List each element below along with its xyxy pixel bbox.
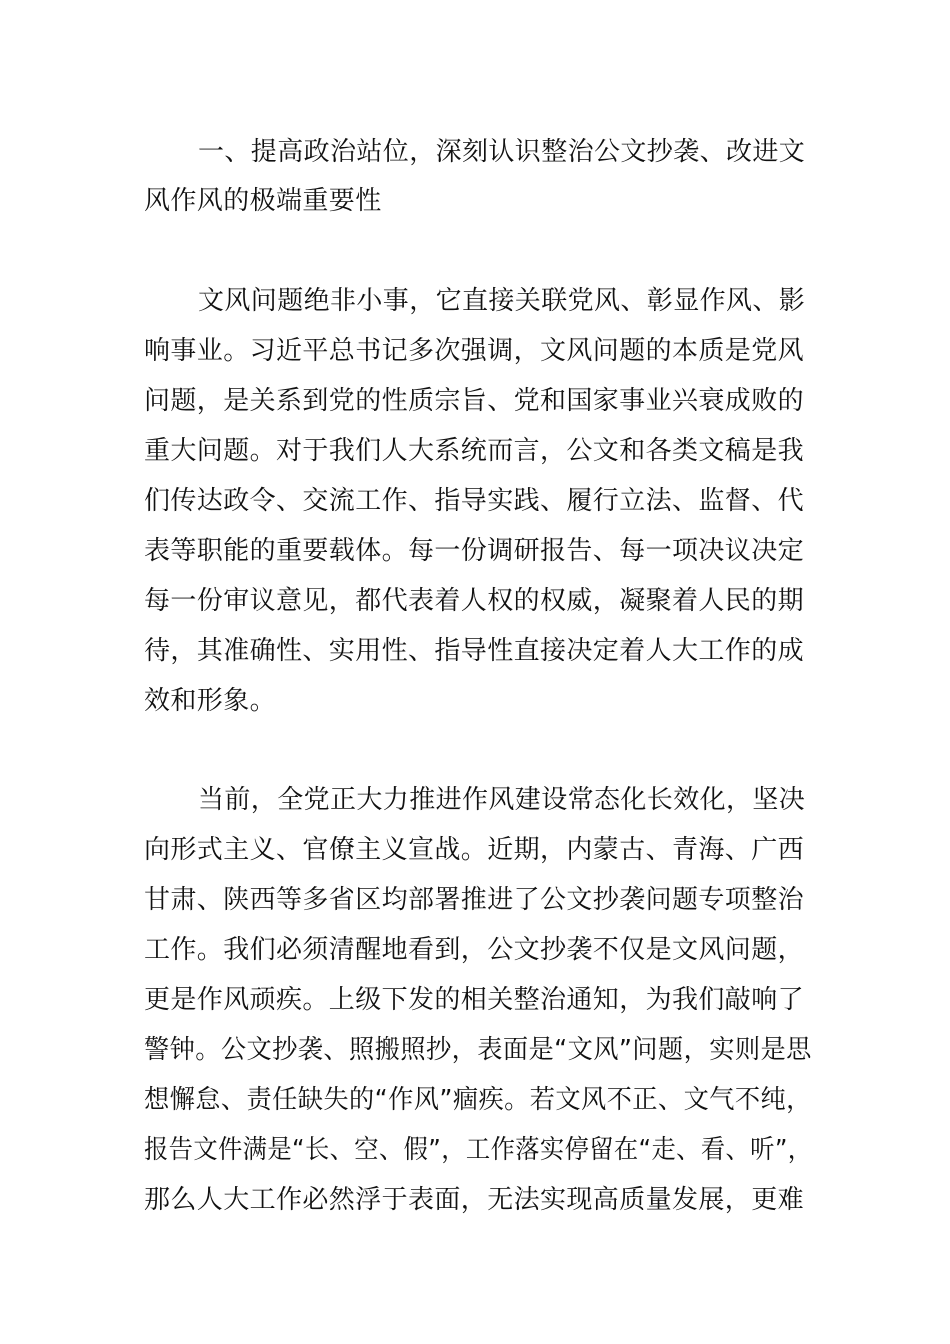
paragraph-line: 表等职能的重要载体。每一份调研报告、每一项决议决定 — [144, 536, 805, 566]
paragraph-line: 向形式主义、官僚主义宣战。近期，内蒙古、青海、广西 — [144, 835, 805, 865]
paragraph-line: 想懈怠、责任缺失的“作风”痼疾。若文风不正、文气不纯， — [144, 1085, 812, 1115]
paragraph-line: 效和形象。 — [144, 686, 277, 716]
paragraph-line: 更是作风顽疾。上级下发的相关整治通知，为我们敲响了 — [144, 985, 805, 1015]
heading-line: 一、提高政治站位，深刻认识整治公文抄袭、改进文 — [198, 137, 806, 167]
paragraph-line: 问题，是关系到党的性质宗旨、党和国家事业兴衰成败的 — [144, 386, 805, 416]
heading-line: 风作风的极端重要性 — [144, 186, 382, 216]
paragraph-line: 文风问题绝非小事，它直接关联党风、彰显作风、影 — [198, 286, 806, 316]
paragraph-line: 那么人大工作必然浮于表面，无法实现高质量发展，更难 — [144, 1185, 805, 1215]
paragraph-line: 工作。我们必须清醒地看到，公文抄袭不仅是文风问题， — [144, 935, 805, 965]
paragraph-line: 甘肃、陕西等多省区均部署推进了公文抄袭问题专项整治 — [144, 885, 805, 915]
paragraph-line: 警钟。公文抄袭、照搬照抄，表面是“文风”问题，实则是思 — [144, 1035, 812, 1065]
paragraph-line: 们传达政令、交流工作、指导实践、履行立法、监督、代 — [144, 486, 805, 516]
paragraph-line: 响事业。习近平总书记多次强调，文风问题的本质是党风 — [144, 336, 805, 366]
paragraph-line: 待，其准确性、实用性、指导性直接决定着人大工作的成 — [144, 636, 805, 666]
paragraph-line: 每一份审议意见，都代表着人权的权威，凝聚着人民的期 — [144, 586, 805, 616]
paragraph-line: 当前，全党正大力推进作风建设常态化长效化，坚决 — [198, 785, 806, 815]
paragraph-line: 报告文件满是“长、空、假”，工作落实停留在“走、看、听”， — [144, 1135, 813, 1165]
paragraph-line: 重大问题。对于我们人大系统而言，公文和各类文稿是我 — [144, 436, 805, 466]
